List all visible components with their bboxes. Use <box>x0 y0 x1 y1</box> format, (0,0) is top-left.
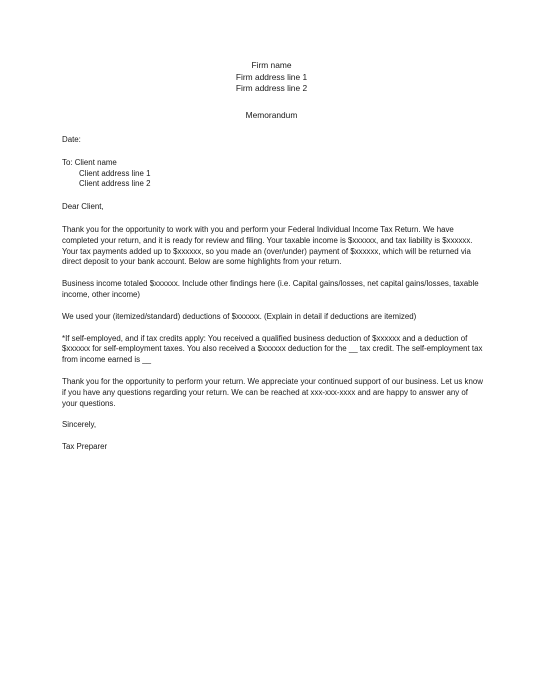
firm-address-line-1: Firm address line 1 <box>235 71 308 82</box>
recipient-block <box>62 158 485 190</box>
sign-off: Sincerely, <box>62 420 97 430</box>
recipient-to-line: To: Client name <box>62 157 117 167</box>
letterhead <box>0 60 543 95</box>
signature: Tax Preparer <box>62 442 108 452</box>
deductions-paragraph: We used your (itemized/standard) deductions of $xxxxxx. (Explain in detail if deductions are itemized) <box>62 311 417 321</box>
date-label: Date: <box>62 135 81 144</box>
salutation: Dear Client, <box>62 202 104 212</box>
self-employed-paragraph: *If self-employed, and if tax credits apply: You received a qualified business deduction of $xxxxxx and a deduction of $xxxxxx for self-employment taxes. You also received a $xxxxxx deduction for the __ tax credit. The self-employment tax from income earned is __ <box>62 333 483 365</box>
memo-title: Memorandum <box>245 110 298 120</box>
recipient-address-line-2: Client address line 2 <box>79 179 151 189</box>
business-income-paragraph: Business income totaled $xxxxxx. Include other findings here (i.e. Capital gains/losses, net capital gains/losses, taxable income, other income) <box>62 279 479 299</box>
firm-address-line-2: Firm address line 2 <box>235 83 308 94</box>
firm-name: Firm name <box>251 60 292 70</box>
intro-paragraph: Thank you for the opportunity to work with you and perform your Federal Individual Income Tax Return. We have completed your return, and it is ready for review and filing. Your taxable income is $xxxxxx, and tax liability is $xxxxxx. Your tax payments added up to $xxxxxx, so you made an (over/under) payment of $xxxxxx, which will be returned via direct deposit to your bank account. Below are some highlights from your return. <box>62 224 473 267</box>
recipient-address-line-1: Client address line 1 <box>79 168 151 178</box>
memo-body <box>62 135 485 453</box>
closing-paragraph: Thank you for the opportunity to perform your return. We appreciate your continued support of our business. Let us know if you have any questions regarding your return. We can be reached at xxx-xxx-xxxx and are happy to answer any of your questions. <box>62 376 483 408</box>
